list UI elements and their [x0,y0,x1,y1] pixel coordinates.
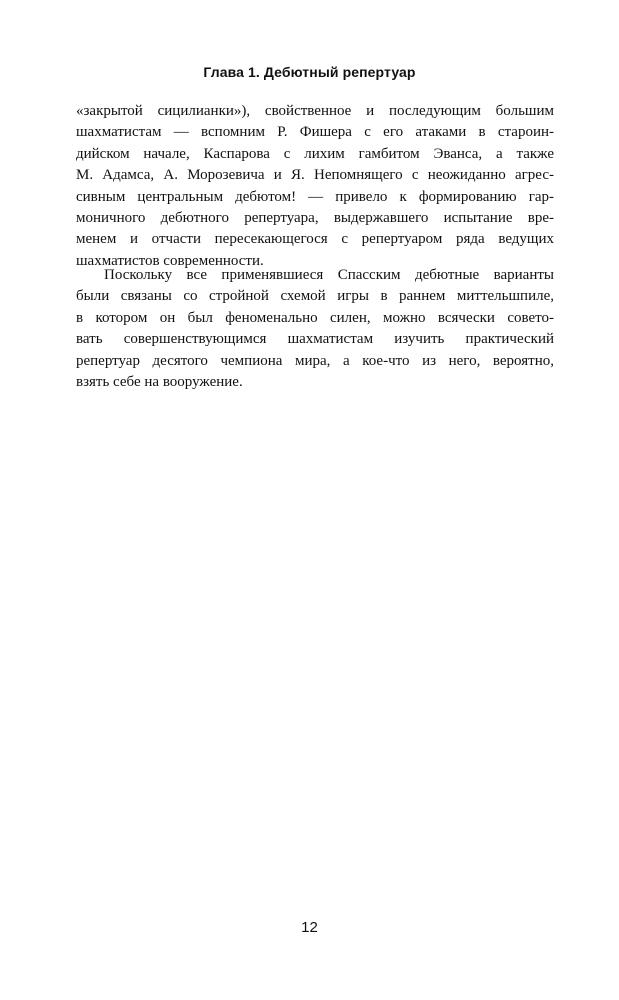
text-line: шахматистам — вспомним Р. Фишера с его атаками в староин- [76,124,554,141]
text-line: шахматистов современности. [76,252,264,269]
running-head: Глава 1. Дебютный репертуар [203,64,416,80]
text-line: дийском начале, Каспарова с лихим гамбитом Эванса, а также [76,145,554,162]
text-line: М. Адамса, А. Морозевича и Я. Непомнящего с неожиданно агрес- [76,167,554,184]
paragraph-2 [76,265,554,393]
text-line: менем и отчасти пересекающегося с репертуаром ряда ведущих [76,231,554,248]
text-line: моничного дебютного репертуара, выдержавшего испытание вре- [76,210,554,227]
text-line: репертуар десятого чемпиона мира, а кое-что из него, вероятно, [76,352,554,369]
paragraph-1 [76,101,554,272]
text-line: в котором он был феноменально силен, можно всячески совето- [76,309,554,326]
text-line: взять себе на вооружение. [76,374,243,391]
text-line: сивным центральным дебютом! — привело к формированию гар- [76,188,554,205]
text-line: «закрытой сицилианки»), свойственное и последующим большим [76,103,554,119]
text-line: были связаны со стройной схемой игры в раннем миттельшпиле, [76,288,554,305]
text-line: вать совершенствующимся шахматистам изучить практический [76,331,554,348]
text-line: Поскольку все применявшиеся Спасским дебютные варианты [104,267,554,283]
page-number: 12 [301,919,318,936]
